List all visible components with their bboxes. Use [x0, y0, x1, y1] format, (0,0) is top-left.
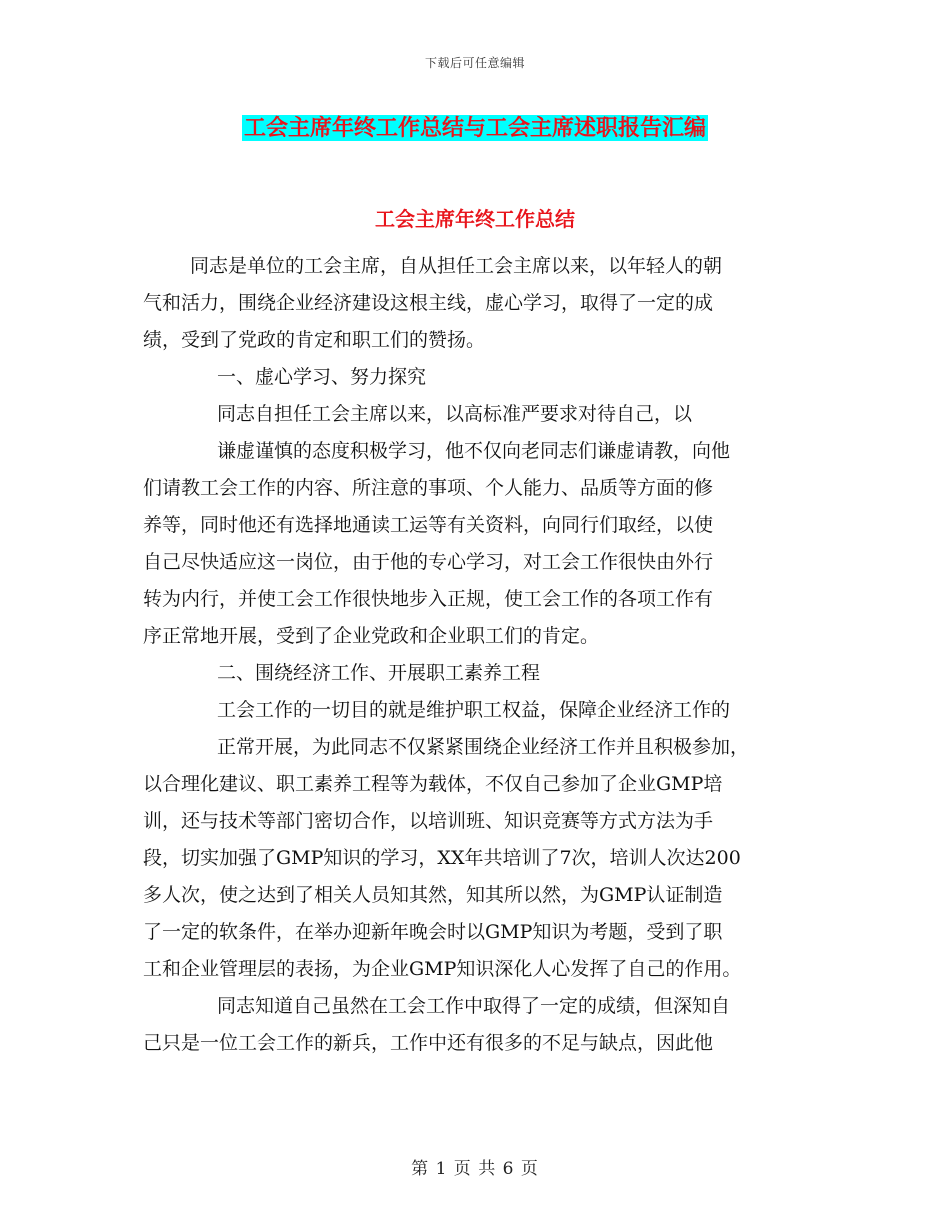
- paragraph-line: 绩，受到了党政的肯定和职工们的赞扬。: [143, 329, 486, 351]
- paragraph-line: 序正常地开展，受到了企业党政和企业职工们的肯定。: [143, 625, 600, 647]
- paragraph-line: 了一定的软条件，在举办迎新年晚会时以GMP知识为考题，受到了职: [143, 921, 723, 943]
- section-title: 工会主席年终工作总结: [375, 207, 575, 231]
- paragraph-line: 己只是一位工会工作的新兵，工作中还有很多的不足与缺点，因此他: [143, 1032, 714, 1054]
- document-title-text: 工会主席年终工作总结与工会主席述职报告汇编: [243, 115, 706, 141]
- page-footer: 第 1 页 共 6 页: [411, 1159, 539, 1179]
- header-note: 下载后可任意编辑: [424, 56, 525, 70]
- paragraph-line: 们请教工会工作的内容、所注意的事项、个人能力、品质等方面的修: [143, 477, 714, 499]
- paragraph-line: 转为内行，并使工会工作很快地步入正规，使工会工作的各项工作有: [143, 588, 714, 610]
- paragraph-line: 气和活力，围绕企业经济建设这根主线，虚心学习，取得了一定的成: [143, 292, 714, 314]
- paragraph-line: 同志是单位的工会主席，自从担任工会主席以来，以年轻人的朝: [190, 255, 723, 277]
- paragraph-line: 同志知道自己虽然在工会工作中取得了一定的成绩，但深知自: [217, 995, 731, 1017]
- section-heading: 二、围绕经济工作、开展职工素养工程: [217, 662, 541, 684]
- section-heading: 一、虚心学习、努力探究: [217, 366, 427, 388]
- paragraph-line: 自己尽快适应这一岗位，由于他的专心学习，对工会工作很快由外行: [143, 551, 714, 573]
- paragraph-line: 以合理化建议、职工素养工程等为载体，不仅自己参加了企业GMP培: [143, 773, 723, 795]
- paragraph-line: 同志自担任工会主席以来，以高标准严要求对待自己，以: [217, 403, 693, 425]
- paragraph-line: 正常开展，为此同志不仅紧紧围绕企业经济工作并且积极参加，: [217, 736, 750, 758]
- paragraph-line: 工会工作的一切目的就是维护职工权益，保障企业经济工作的: [217, 699, 731, 721]
- document-title: [0, 113, 950, 144]
- paragraph-line: 谦虚谨慎的态度积极学习，他不仅向老同志们谦虚请教，向他: [217, 440, 731, 462]
- paragraph-line: 训，还与技术等部门密切合作，以培训班、知识竞赛等方式方法为手: [143, 810, 714, 832]
- paragraph-line: 段，切实加强了GMP知识的学习，XX年共培训了7次，培训人次达200: [143, 847, 741, 869]
- paragraph-line: 养等，同时他还有选择地通读工运等有关资料，向同行们取经，以使: [143, 514, 714, 536]
- paragraph-line: 多人次，使之达到了相关人员知其然，知其所以然，为GMP认证制造: [143, 884, 723, 906]
- paragraph-line: 工和企业管理层的表扬，为企业GMP知识深化人心发挥了自己的作用。: [143, 958, 742, 980]
